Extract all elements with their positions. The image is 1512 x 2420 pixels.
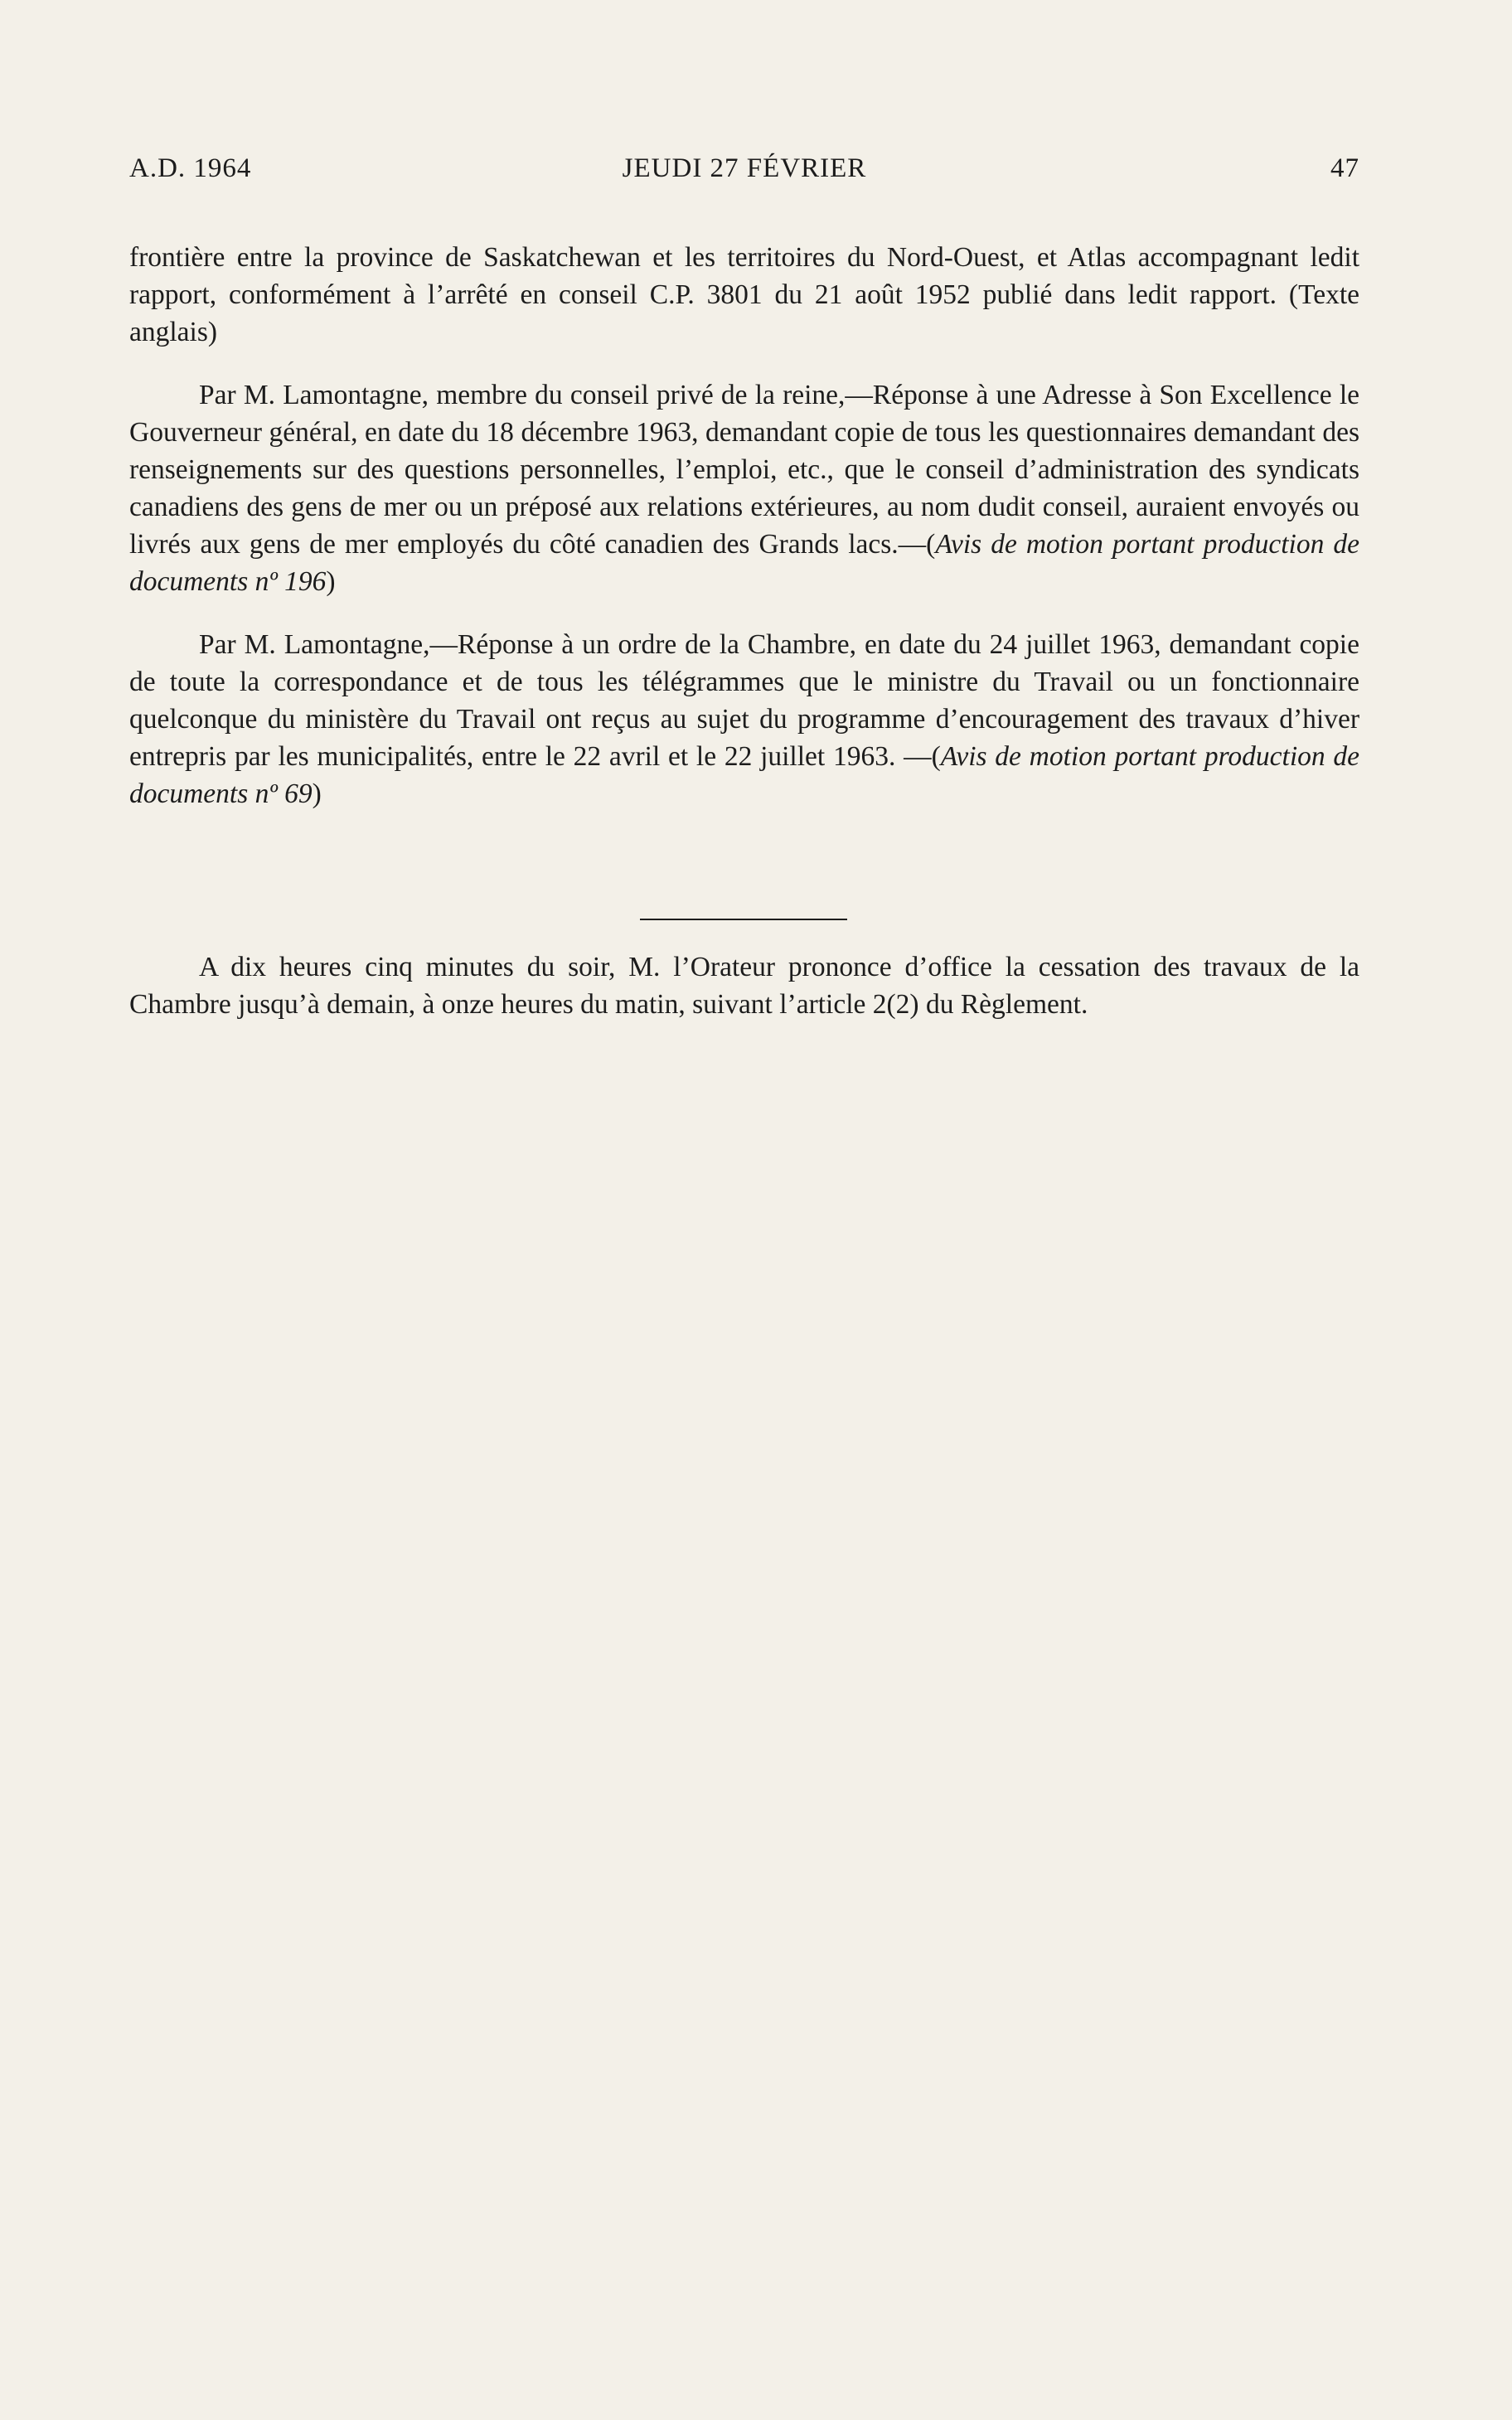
running-header [129, 153, 1359, 195]
header-year: A.D. 1964 [129, 153, 252, 183]
paragraph-return-1-end: ) [326, 566, 336, 597]
paragraph-return-2-text: Par M. Lamontagne,—Réponse à un ordre de la Chambre, en date du 24 juillet 1963, demandant copie de toute la correspondance et de tous les télégrammes que le ministre du Travail ou un fonctionnaire quelconque du ministère du Travail ont reçus au sujet du programme d’encouragement des travaux d’hiver entrepris par les municipalités, entre le 22 avril et le 22 juillet 1963. —( [129, 629, 1359, 772]
paragraph-return-1-notice: Avis de motion portant production de documents nº 196 [129, 529, 1359, 597]
closing-paragraph: A dix heures cinq minutes du soir, M. l’Orateur prononce d’office la cessation des travaux de la Chambre jusqu’à demain, à onze heures du matin, suivant l’article 2(2) du Règlement. [129, 952, 1359, 1020]
body-text [129, 239, 1359, 838]
paragraph-continuation: frontière entre la province de Saskatchewan et les territoires du Nord-Ouest, et Atlas accompagnant ledit rapport, conformément à l’arrêté en conseil C.P. 3801 du 21 août 1952 publié dans ledit rapport. (Texte anglais) [129, 242, 1359, 347]
paragraph-return-1-text: Par M. Lamontagne, membre du conseil privé de la reine,—Réponse à une Adresse à Son Excellence le Gouverneur général, en date du 18 décembre 1963, demandant copie de tous les questionnaires demandant des renseignements sur des questions personnelles, l’emploi, etc., que le conseil d’administration des syndicats canadiens des gens de mer ou un préposé aux relations extérieures, au nom dudit conseil, auraient envoyés ou livrés aux gens de mer employés du côté canadien des Grands lacs.—( [129, 380, 1359, 560]
paragraph-return-1 [129, 376, 1359, 600]
paragraph-return-2-notice: Avis de motion portant production de documents nº 69 [129, 741, 1359, 809]
header-date: JEUDI 27 FÉVRIER [622, 153, 867, 183]
paragraph-return-2 [129, 626, 1359, 812]
page-number: 47 [1330, 153, 1359, 183]
section-divider [640, 919, 847, 920]
paragraph-return-2-end: ) [312, 778, 322, 809]
